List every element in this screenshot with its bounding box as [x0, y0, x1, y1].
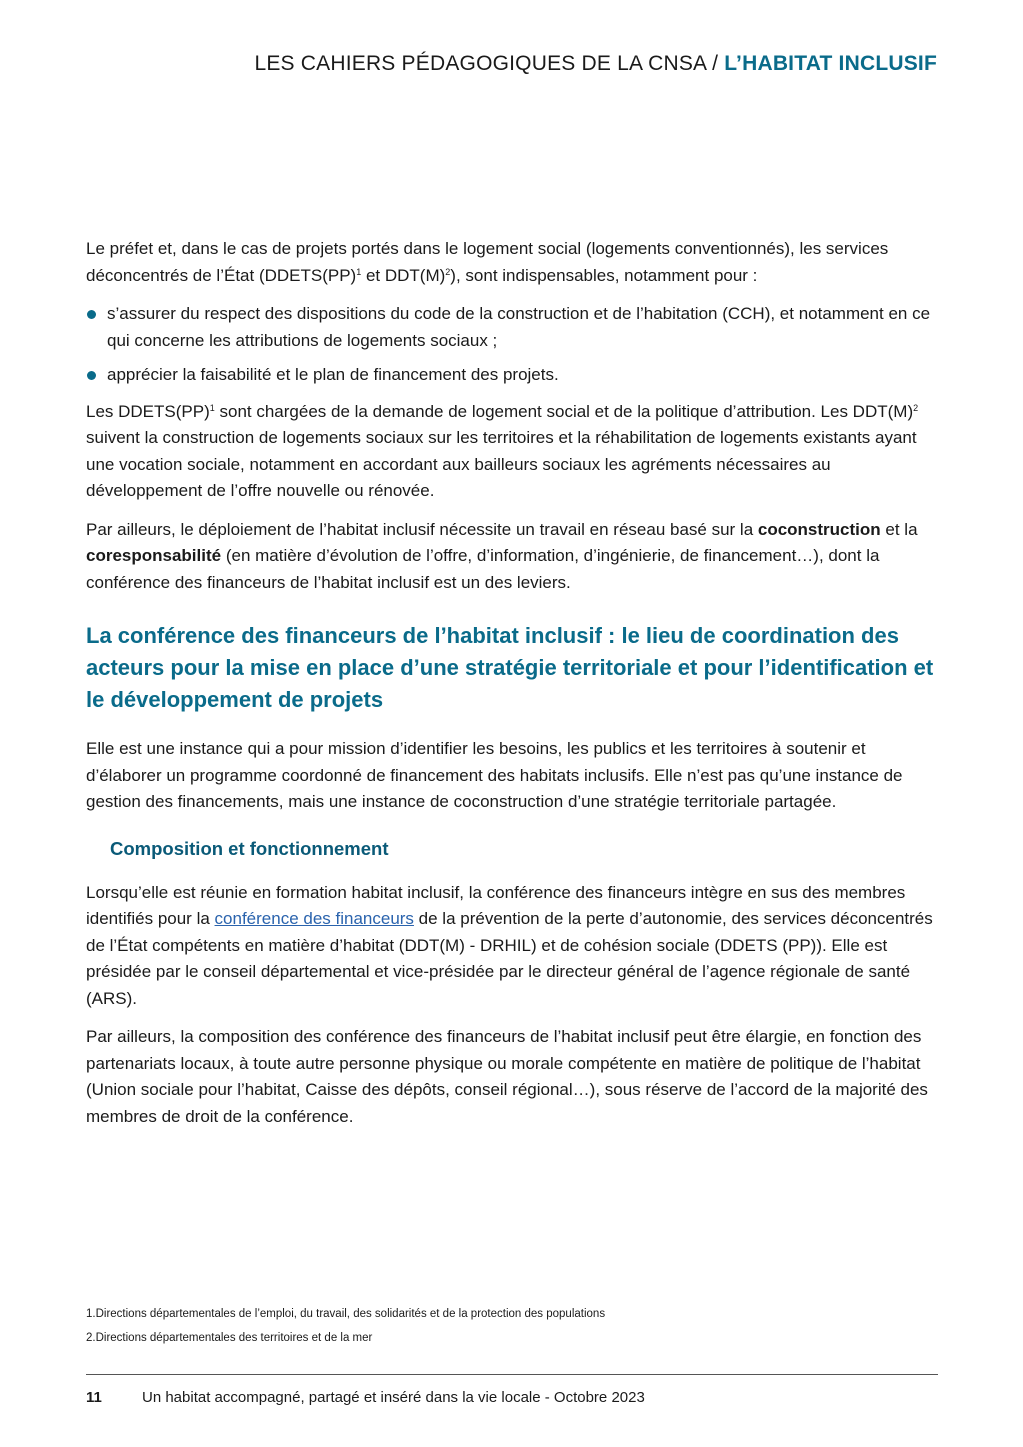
footnote-ref-1[interactable]: 1: [209, 402, 215, 413]
running-header: [254, 52, 937, 76]
footnote-1: 1.Directions départementales de l’emploi, du travail, des solidarités et de la protection des populations: [86, 1308, 606, 1320]
footer-text: Un habitat accompagné, partagé et inséré dans la vie locale - Octobre 2023: [142, 1389, 645, 1406]
ddets-paragraph: Les DDETS(PP)$^1$ sont chargées de la demande de logement social et de la politique d’attribution. Les $DDT(M)^2$ suivent la construction de logements sociaux sur les territoires et la réhabilitation de logements existants ayant une vocation sociale, notamment en accordant aux bailleurs sociaux les agréments nécessaires au développement de l’offre nouvelle ou rénovée.: [86, 401, 919, 500]
page-number: 11: [86, 1389, 102, 1406]
list-item: apprécier la faisabilité et le plan de financement des projets.: [86, 362, 938, 389]
footnote-ref-2[interactable]: 2: [913, 402, 919, 413]
section-heading: La conférence des financeurs de l’habitat inclusif : le lieu de coordination des acteurs pour la mise en place d’une stratégie territoriale et pour l’identification et le développement de projets: [86, 623, 934, 712]
header-title: LES CAHIERS PÉDAGOGIQUES DE LA CNSA /: [254, 52, 725, 75]
bullet-icon: [87, 310, 96, 319]
section-paragraph: Elle est une instance qui a pour mission d’identifier les besoins, les publics et les territoires à soutenir et d’élaborer un programme coordonné de financement des habitats inclusifs. Elle n’est pas qu’une instance de gestion des financements, mais une instance de coconstruction d’une stratégie territoriale partagée.: [86, 739, 903, 811]
bold-term: coconstruction: [757, 519, 881, 539]
composition-paragraph-2: Par ailleurs, la composition des conférence des financeurs de l’habitat inclusif peut être élargie, en fonction des partenariats locaux, à toute autre personne physique ou morale compétente en matière de politique de l’habitat (Union sociale pour l’habitat, Caisse des dépôts, conseil régional…), sous réserve de l’accord de la majorité des membres de droit de la conférence.: [86, 1027, 928, 1126]
page-footer: [86, 1389, 645, 1406]
composition-paragraph: Lorsqu’elle est réunie en formation habitat inclusif, la conférence des financeurs intègre en sus des membres identifiés pour la conférence des financeurs de la prévention de la perte d’autonomie, des services déconcentrés de l’État compétents en matière d’habitat (DDT(M) - DRHIL) et de cohésion sociale (DDETS (PP)). Elle est présidée par le conseil départemental et vice-présidée par le directeur général de l’agence régionale de santé (ARS).: [86, 882, 933, 1008]
footer-divider: [86, 1374, 938, 1375]
header-title-accent: L’HABITAT INCLUSIF: [724, 52, 937, 75]
bold-term: coresponsabilité: [86, 546, 222, 565]
footnote-ref-1[interactable]: 1: [356, 266, 362, 277]
conference-financeurs-link[interactable]: conférence des financeurs: [214, 909, 414, 928]
footnote-2: 2.Directions départementales des territoires et de la mer: [86, 1332, 373, 1344]
main-content: [86, 236, 938, 1142]
footnote-ref-2[interactable]: 2: [445, 266, 451, 277]
list-item: s’assurer du respect des dispositions du code de la construction et de l’habitation (CCH), et notamment en ce qui concerne les attributions de logements sociaux ;: [86, 301, 938, 354]
bullet-list: [86, 301, 938, 389]
bullet-icon: [87, 371, 96, 380]
footnotes: [86, 1306, 938, 1354]
network-paragraph: Par ailleurs, le déploiement de l’habitat inclusif nécessite un travail en réseau basé sur la coconstruction et la coresponsabilité (en matière d’évolution de l’offre, d’information, d’ingénierie, de financement…), dont la conférence des financeurs de l’habitat inclusif est un des leviers.: [86, 519, 918, 592]
intro-paragraph: Le préfet et, dans le cas de projets portés dans le logement social (logements conventionnés), les services déconcentrés de l’État (DDETS(PP)$^1$ et $DDT(M)^2$), sont indispensables, notamment pour :: [86, 239, 889, 285]
subsection-heading: Composition et fonctionnement: [110, 837, 389, 859]
